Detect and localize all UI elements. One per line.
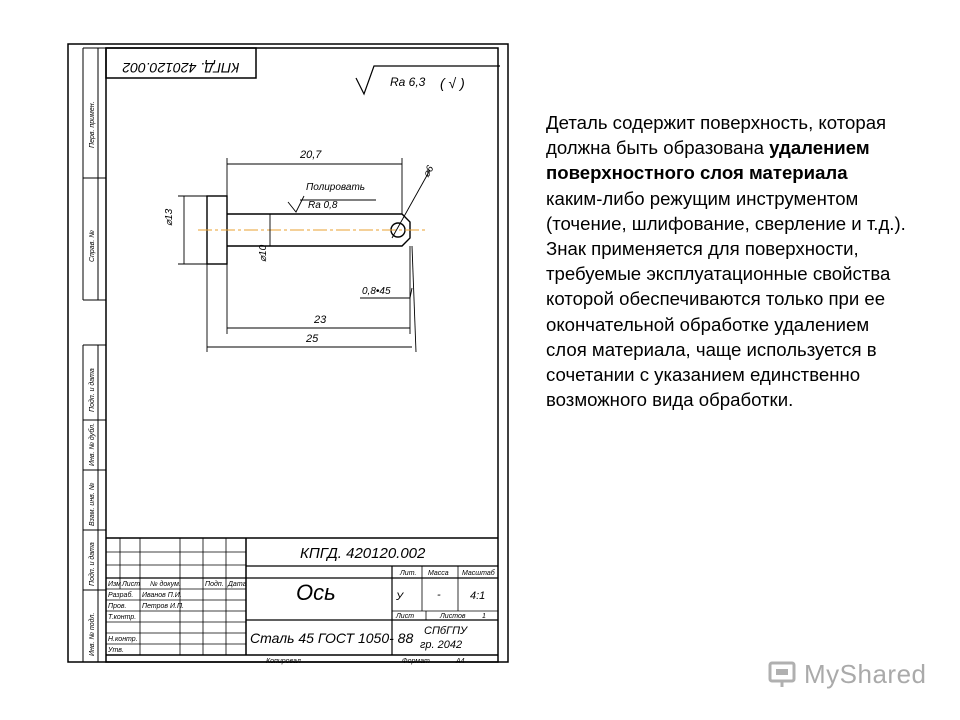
side-label-sign-date-2: Подп. и дата <box>89 542 96 586</box>
side-label-first-use: Перв. примен. <box>89 101 96 148</box>
description-part2: каким-либо режущим инструментом (точение, шлифование, сверление и т.д.). Знак применяется для поверхности, требуемые эксплуатационные свойства которой обеспечиваются только при ее окончательной обработке удалением слоя материала, чаще используется в сочетании с указанием единственно возможного вида обработки. <box>546 187 906 411</box>
lit-label: Лит. <box>400 570 417 577</box>
side-label-sign-date-1: Подп. и дата <box>89 368 96 412</box>
roughness-paren: ( √ ) <box>440 75 465 91</box>
description-bold: удалением поверхностного слоя материала <box>546 137 870 184</box>
sheets-value: 1 <box>482 613 486 620</box>
roughness-main: Ra 6,3 <box>390 75 426 89</box>
presentation-icon <box>768 659 798 689</box>
side-label-ref-no: Справ. № <box>89 230 96 262</box>
row-role-4: Н.контр. <box>108 636 138 643</box>
copied-label: Копировал <box>266 658 301 665</box>
scale-label: Масштаб <box>462 570 495 577</box>
sheets-label: Листов <box>440 613 466 620</box>
org-line-1: СПбГПУ <box>424 625 468 637</box>
dia-left: ⌀13 <box>164 208 175 226</box>
description-part1: Деталь содержит поверхность, которая должна быть образована <box>546 112 887 159</box>
hdr-sign: Подп. <box>205 581 224 588</box>
hdr-list: Лист <box>122 581 141 588</box>
dim-20-7: 20,7 <box>300 149 322 161</box>
row-name-0: Иванов П.И. <box>142 592 182 599</box>
side-label-replace-no: Взам. инв. № <box>89 482 96 526</box>
material: Сталь 45 ГОСТ 1050- 88 <box>250 630 414 646</box>
row-role-0: Разраб. <box>108 592 134 599</box>
logo-text: MyShared <box>804 658 927 689</box>
lit-value: У <box>396 591 404 603</box>
myshared-logo <box>768 654 927 694</box>
title-code: КПГД. 420120.002 <box>300 545 426 562</box>
polish-label: Полировать <box>306 182 366 193</box>
hdr-doc: № докум. <box>150 581 181 588</box>
roughness-general <box>356 66 500 94</box>
row-role-1: Пров. <box>108 603 127 610</box>
format-value: А4 <box>456 658 465 665</box>
org-line-2: гр. 2042 <box>420 639 463 651</box>
row-role-2: Т.контр. <box>108 614 137 621</box>
scale-value: 4:1 <box>470 590 486 602</box>
mass-label: Масса <box>428 570 449 577</box>
dia-mid: ⌀10 <box>258 244 269 262</box>
roughness-0-8: Ra 0,8 <box>308 200 338 211</box>
dia-hole: ⌀6 <box>421 163 437 180</box>
sheet-label: Лист <box>396 613 415 620</box>
side-strip <box>83 48 106 662</box>
top-stamp <box>106 48 256 78</box>
mass-value: - <box>437 589 441 601</box>
dimensions <box>178 158 430 352</box>
description-text <box>546 110 906 412</box>
row-role-5: Утв. <box>108 647 124 654</box>
chamfer-label: 0,8•45 <box>362 286 391 297</box>
hdr-date: Дата <box>228 581 247 588</box>
side-label-dup-no: Инв. № дубл. <box>89 422 96 466</box>
hdr-izm: Изм <box>108 581 121 588</box>
dim-23: 23 <box>314 314 327 326</box>
top-stamp-code: КПГД. 420120.002 <box>122 60 240 76</box>
part-name: Ось <box>296 580 336 605</box>
format-label: Формат <box>402 658 430 665</box>
dim-25: 25 <box>306 333 319 345</box>
row-name-1: Петров И.П. <box>142 603 184 610</box>
side-label-orig-no: Инв. № подл. <box>89 612 96 656</box>
